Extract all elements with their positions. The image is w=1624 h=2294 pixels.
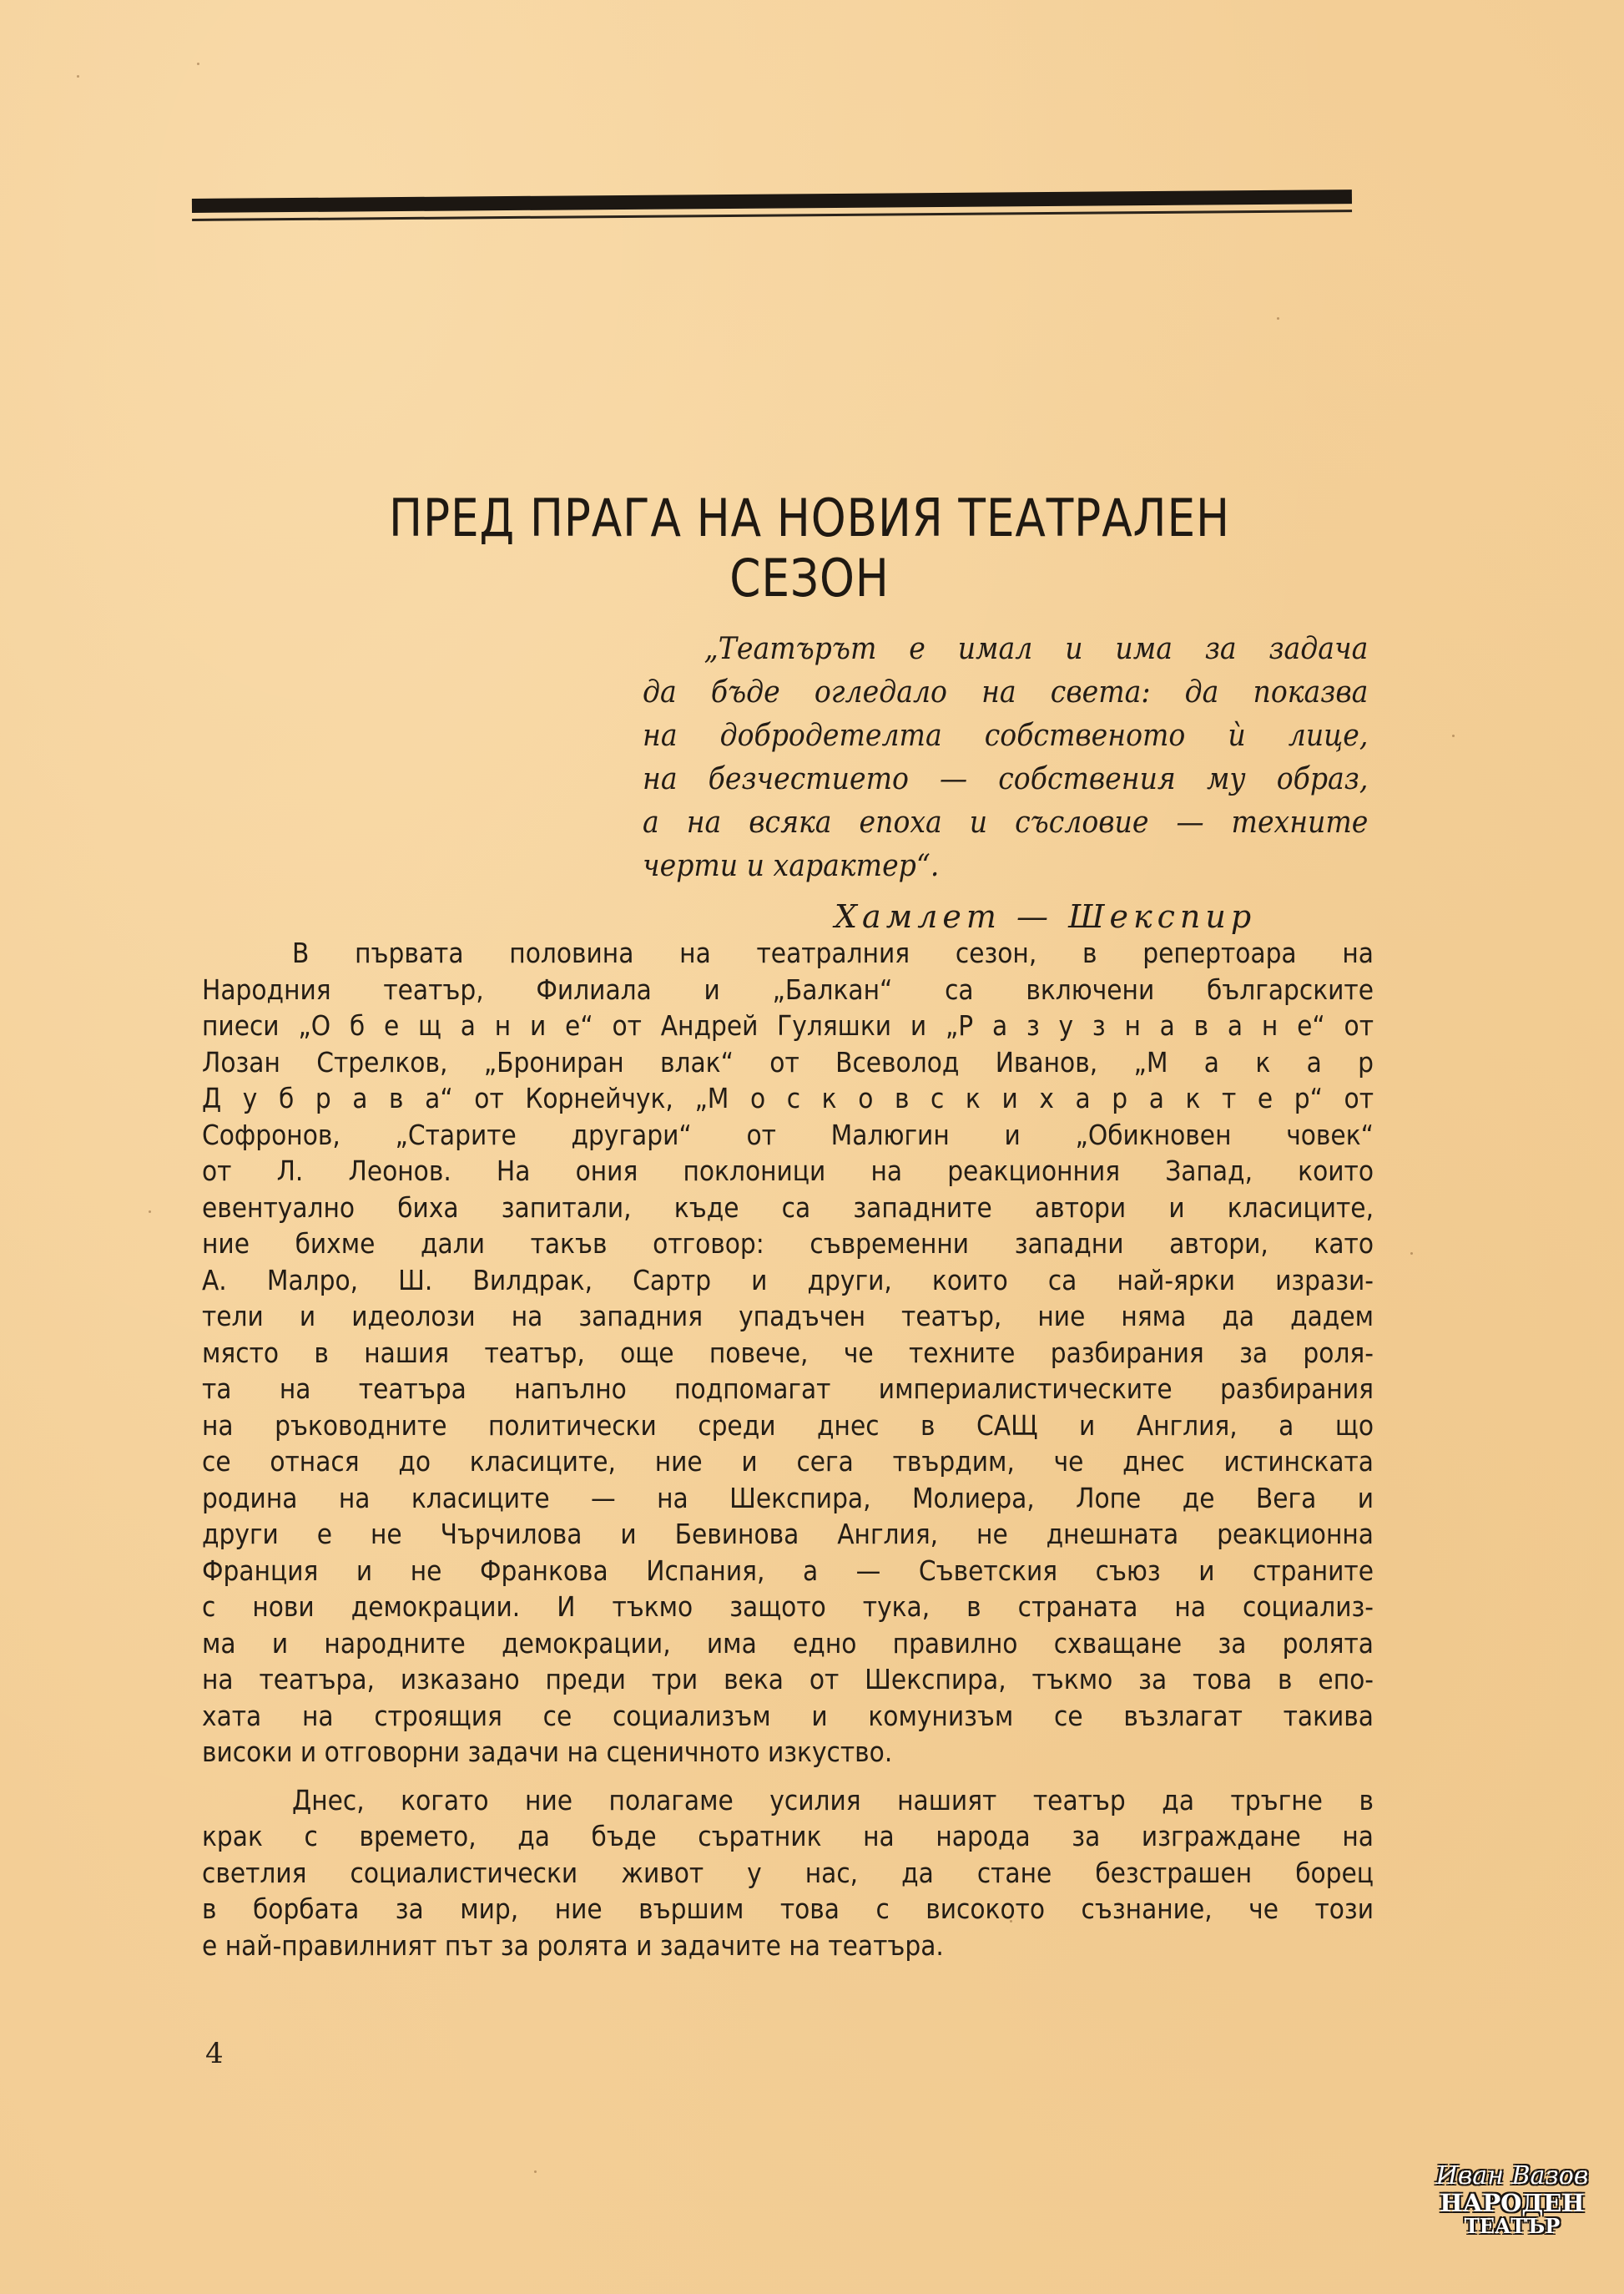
paragraph-2	[202, 1782, 1374, 1964]
body-line: ма и народните демокрации, има едно правилно схващане за ролята	[202, 1626, 1374, 1660]
body-line: Днес, когато ние полагаме усилия нашият театър да тръгне в	[292, 1783, 1374, 1817]
body-line: други е не Чърчилова и Бевинова Англия, не днешната реакционна	[202, 1518, 1374, 1550]
body-line: Народния театър, Филиала и „Балкан“ са включени българските	[202, 973, 1374, 1006]
body-line: на театъра, изказано преди три века от Шекспира, тъкмо за това в епо-	[202, 1663, 1374, 1695]
epigraph-line: черти и характер“.	[643, 849, 940, 883]
body-line: евентуално биха запитали, къде са западните автори и класиците,	[202, 1190, 1374, 1224]
epigraph-line: на безчестието — собствения му образ,	[643, 762, 1369, 796]
paragraph-1	[202, 935, 1374, 1771]
body-line: крак с времето, да бъде съратник на народа за изграждане на	[202, 1820, 1374, 1852]
logo-line-1: НАРОДЕН	[1440, 2189, 1585, 2217]
body-line: Д у б р а в а“ от Корнейчук, „М о с к о в с к и х а р а к т е р“ от	[202, 1082, 1374, 1114]
body-line: в борбата за мир, ние вършим това с високото съзнание, че този	[202, 1892, 1374, 1925]
body-line: пиеси „О б е щ а н и е“ от Андрей Гуляшки и „Р а з у з н а в а н е“ от	[202, 1009, 1374, 1042]
logo-line-2: ТЕАТЪР	[1464, 2214, 1561, 2238]
body-line: Софронов, „Старите другари“ от Малюгин и „Обикновен човек“	[202, 1118, 1374, 1151]
body-line: място в нашия театър, още повече, че техните разбирания за роля-	[202, 1336, 1374, 1369]
body-line: светлия социалистически живот у нас, да стане безстрашен борец	[202, 1856, 1374, 1889]
article-title-line-2: СЕЗОН	[729, 548, 890, 609]
article-body	[202, 935, 1374, 1963]
body-line: хата на строящия се социализъм и комунизъм се възлагат такива	[202, 1699, 1374, 1732]
body-line: ние бихме дали такъв отговор: съвременни западни автори, като	[202, 1227, 1374, 1260]
body-line: от Л. Леонов. На ония поклоници на реакционния Запад, които	[202, 1155, 1374, 1187]
body-line: на ръководните политически среди днес в САЩ и Англия, а що	[202, 1408, 1374, 1442]
body-line: е най-правилният път за ролята и задачите на театъра.	[202, 1928, 944, 1962]
national-theatre-logo-icon	[1429, 2162, 1596, 2237]
body-line: Франция и не Франкова Испания, а — Съветския съюз и страните	[202, 1554, 1374, 1587]
top-rule-thick	[192, 189, 1352, 213]
epigraph-line: „Театърът е имал и има за задача	[704, 632, 1369, 666]
article-title-line-1: ПРЕД ПРАГА НА НОВИЯ ТЕАТРАЛЕН	[388, 488, 1231, 548]
body-line: В първата половина на театралния сезон, в репертоара на	[292, 937, 1374, 969]
epigraph-line: да бъде огледало на света: да показва	[643, 675, 1369, 710]
body-line: тели и идеолози на западния упадъчен театър, ние няма да дадем	[202, 1300, 1374, 1332]
page-number: 4	[205, 2037, 224, 2070]
epigraph-line: а на всяка епоха и съсловие — техните	[643, 806, 1369, 840]
epigraph-line: на добродетелта собственото ѝ лице,	[643, 719, 1369, 753]
top-double-rule	[192, 189, 1352, 221]
body-line: та на театъра напълно подпомагат империалистическите разбирания	[202, 1372, 1374, 1405]
body-line: с нови демокрации. И тъкмо защото тука, в страната на социализ-	[202, 1590, 1374, 1623]
article-title	[279, 488, 1341, 609]
body-line: Лозан Стрелков, „Брониран влак“ от Всеволод Иванов, „М а к а р	[202, 1045, 1374, 1079]
body-line: родина на класиците — на Шекспира, Молиера, Лопе де Вега и	[202, 1481, 1374, 1514]
epigraph-attribution: Хамлет — Шекспир	[835, 898, 1257, 935]
body-line: се отнася до класиците, ние и сега твърдим, че днес истинската	[202, 1445, 1374, 1478]
body-line: А. Малро, Ш. Вилдрак, Сартр и други, които са най-ярки изрази-	[202, 1263, 1374, 1296]
epigraph	[643, 628, 1369, 938]
logo-signature: Иван Вазов	[1435, 2161, 1589, 2190]
body-line: високи и отговорни задачи на сценичното изкуство.	[202, 1736, 893, 1768]
